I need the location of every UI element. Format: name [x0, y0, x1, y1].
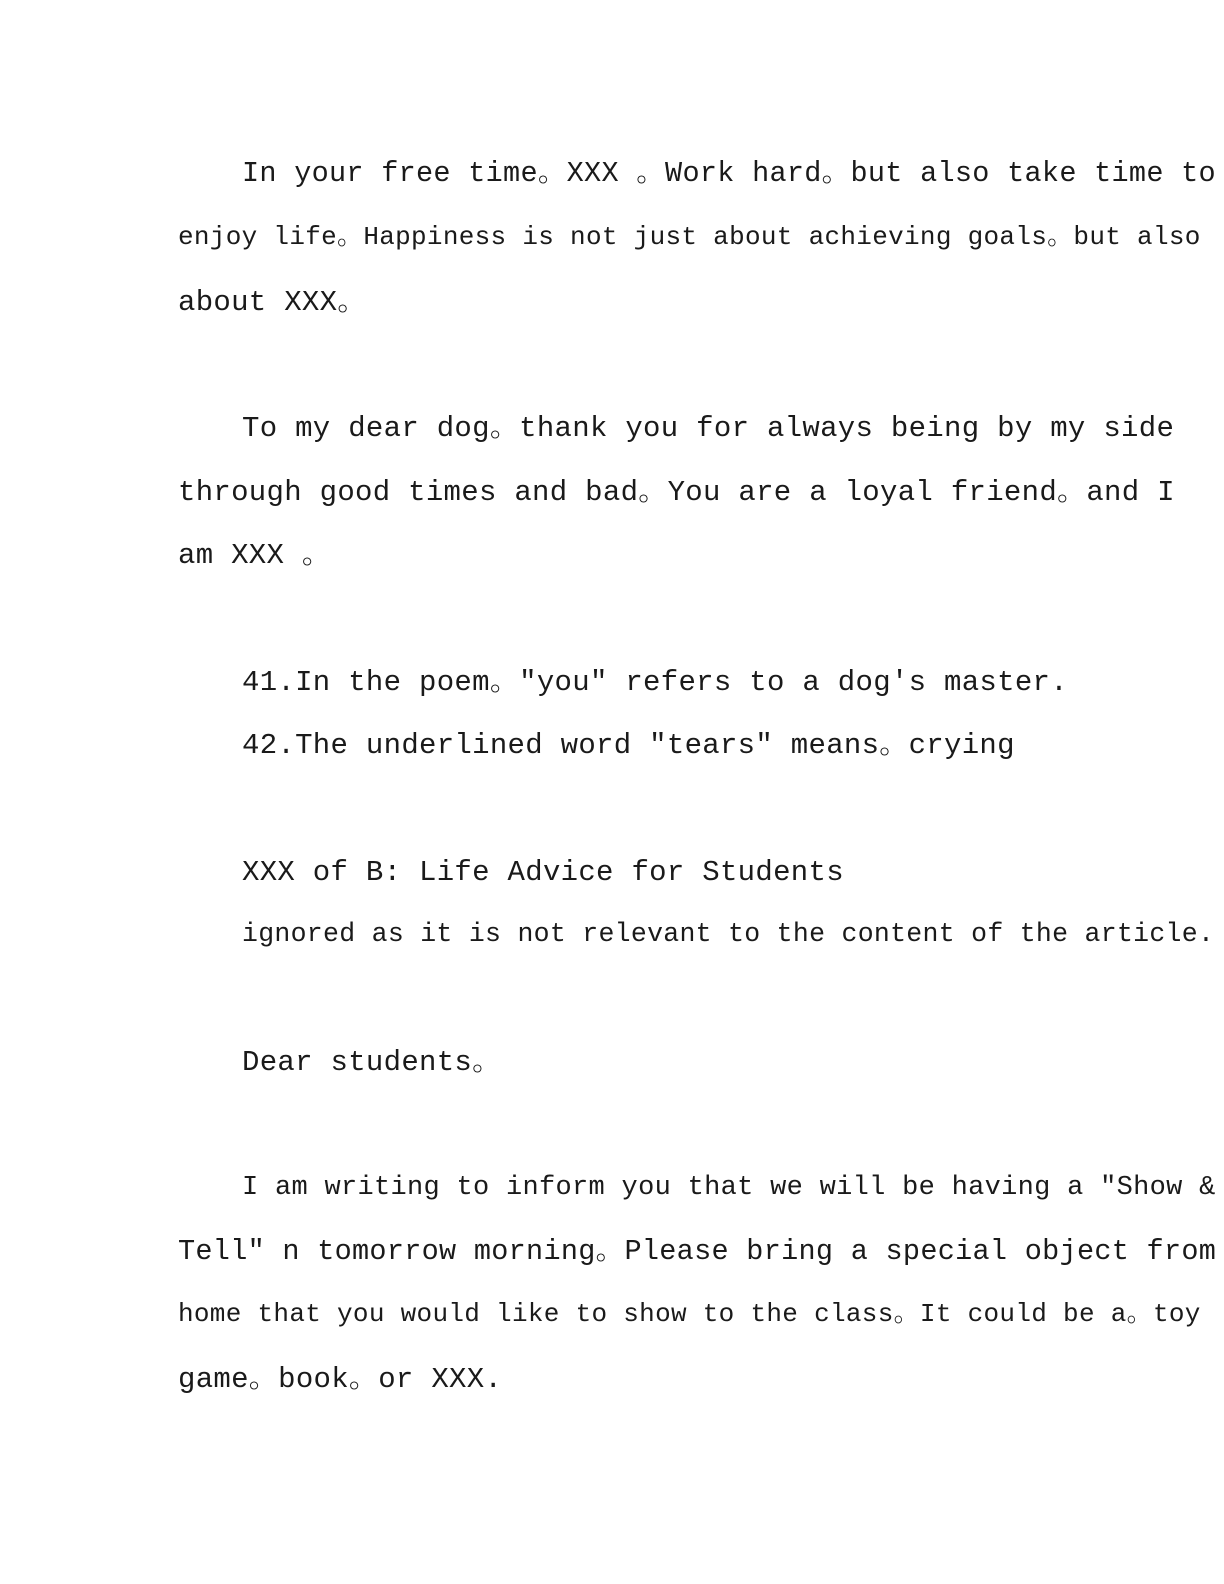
question-42: 42.The underlined word "tears" means。crying [242, 729, 1015, 762]
paragraph-3-line-4: game。book。or XXX. [178, 1363, 503, 1396]
paragraph-2-line-1: To my dear dog。thank you for always being by my side [242, 412, 1175, 445]
paragraph-2-line-2: through good times and bad。You are a loyal friend。and I [178, 476, 1175, 509]
paragraph-1-line-1: In your free time。XXX 。Work hard。but also take time to [242, 157, 1216, 190]
paragraph-1-line-3: about XXX。 [178, 286, 367, 319]
paragraph-3-line-1: I am writing to inform you that we will be having a "Show & [242, 1173, 1216, 1203]
paragraph-1-line-2: enjoy life。Happiness is not just about achieving goals。but also [178, 222, 1201, 252]
section-note: ignored as it is not relevant to the content of the article. [242, 919, 1215, 949]
paragraph-3-line-3: home that you would like to show to the class。It could be a。toy [178, 1299, 1201, 1329]
section-title: XXX of B: Life Advice for Students [242, 856, 844, 889]
greeting: Dear students。 [242, 1046, 502, 1079]
paragraph-2-line-3: am XXX 。 [178, 539, 332, 572]
question-41: 41.In the poem。"you" refers to a dog's master. [242, 666, 1068, 699]
paragraph-3-line-2: Tell" n tomorrow morning。Please bring a special object from [178, 1235, 1217, 1268]
